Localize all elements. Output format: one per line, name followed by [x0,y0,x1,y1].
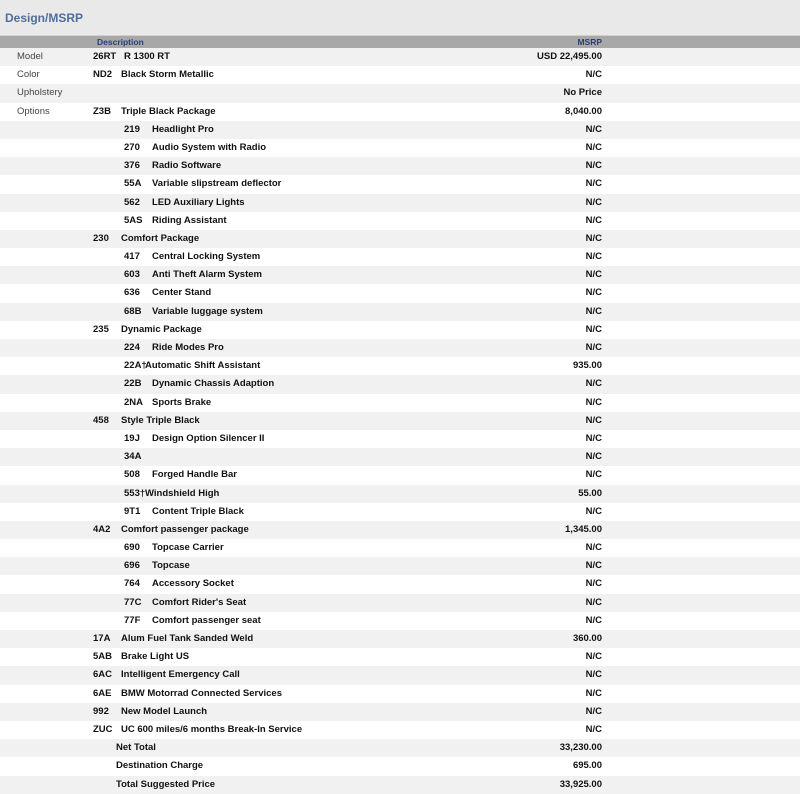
table-row [0,721,800,739]
option-description: Windshield High [145,487,220,499]
option-code: 2NA [124,396,144,408]
option-description: Net Total [116,742,156,754]
price-value: 360.00 [572,633,602,644]
price-value: 33,230.00 [559,742,602,754]
table-row [0,212,800,230]
option-description: Riding Assistant [152,214,227,226]
table-row [0,648,800,666]
price-value: N/C [585,705,602,717]
option-code: ZUC [93,723,113,735]
price-value: N/C [585,669,602,681]
table-row [0,66,800,84]
description-column-header: Description [97,37,144,47]
option-description: Topcase Carrier [152,542,224,554]
option-description: Sports Brake [152,396,212,408]
price-value: N/C [585,596,602,608]
option-code: 553† [124,487,146,499]
option-code: 696 [124,560,140,572]
msrp-table [0,48,800,794]
option-description: New Model Launch [121,705,208,717]
option-code: 22B [124,378,142,390]
price-value: 695.00 [572,760,602,772]
table-row [0,594,800,612]
option-description: Dynamic Chassis Adaption [152,378,275,390]
option-description: LED Auxiliary Lights [152,196,245,208]
option-description: Automatic Shift Assistant [145,360,261,372]
option-description: Triple Black Package [121,105,216,117]
option-description: Intelligent Emergency Call [121,669,240,681]
option-code: 6AC [93,669,113,681]
table-row [0,630,800,648]
table-row [0,612,800,630]
option-code: 764 [124,578,140,590]
option-description: R 1300 RT [124,51,170,62]
table-row [0,266,800,284]
option-description: Total Suggested Price [116,778,216,790]
price-value: N/C [585,432,602,444]
price-value: 33,925.00 [559,778,602,790]
price-value: N/C [585,323,602,335]
option-code: 417 [124,251,140,263]
table-row [0,357,800,375]
price-value: 935.00 [572,360,602,372]
option-description: Comfort passenger package [121,523,249,535]
option-description: Variable slipstream deflector [152,178,282,190]
option-code: 270 [124,141,140,153]
option-code: 4A2 [93,523,111,535]
option-description: Forged Handle Bar [152,469,237,481]
table-row [0,303,800,321]
price-value: N/C [585,178,602,190]
table-row [0,103,800,121]
price-value: N/C [585,505,602,517]
table-row [0,757,800,775]
price-value: N/C [585,141,602,153]
option-description: Black Storm Metallic [121,69,214,81]
option-code: Z3B [93,105,111,117]
table-header [0,36,800,48]
table-row [0,321,800,339]
row-label: Upholstery [17,87,63,99]
option-code: 5AB [93,651,113,663]
price-value: 1,345.00 [565,523,602,535]
option-description: Alum Fuel Tank Sanded Weld [121,633,254,644]
option-description: Comfort Rider's Seat [152,596,247,608]
price-value: N/C [585,232,602,244]
option-code: 6AE [93,687,112,699]
option-code: 458 [93,414,109,426]
price-value: USD 22,495.00 [537,51,602,62]
table-row [0,230,800,248]
option-code: 9T1 [124,505,141,517]
table-row [0,666,800,684]
price-value: N/C [585,305,602,317]
price-value: N/C [585,69,602,81]
table-row [0,430,800,448]
table-row [0,503,800,521]
option-code: 224 [124,342,140,353]
table-row [0,685,800,703]
price-value: N/C [585,469,602,481]
table-row [0,48,800,66]
option-description: Destination Charge [116,760,204,772]
price-value: N/C [585,251,602,263]
price-value: N/C [585,342,602,353]
table-row [0,339,800,357]
table-row [0,175,800,193]
option-description: UC 600 miles/6 months Break-In Service [121,723,303,735]
option-description: Topcase [152,560,190,572]
option-code: 55A [124,178,142,190]
row-label: Options [17,105,50,117]
option-description: Headlight Pro [152,123,214,135]
option-description: Central Locking System [152,251,261,263]
option-description: Dynamic Package [121,323,202,335]
table-row [0,394,800,412]
row-label: Model [17,51,43,62]
price-value: N/C [585,723,602,735]
table-row [0,521,800,539]
option-code: 562 [124,196,140,208]
table-row [0,284,800,302]
table-row [0,412,800,430]
table-row [0,157,800,175]
price-value: N/C [585,214,602,226]
option-description: Center Stand [152,287,212,299]
price-value: N/C [585,378,602,390]
table-row [0,375,800,393]
option-code: ND2 [93,69,113,81]
table-row [0,248,800,266]
page-title: Design/MSRP [5,10,84,25]
price-value: N/C [585,651,602,663]
price-value: N/C [585,542,602,554]
option-description: Style Triple Black [121,414,200,426]
table-row [0,539,800,557]
option-code: 603 [124,269,140,281]
option-code: 508 [124,469,140,481]
price-value: N/C [585,160,602,172]
row-label: Color [17,69,40,81]
option-description: Comfort passenger seat [152,614,261,626]
price-value: N/C [585,451,602,463]
option-code: 5AS [124,214,143,226]
price-value: N/C [585,414,602,426]
price-value: N/C [585,560,602,572]
table-row [0,194,800,212]
option-code: 22A† [124,360,147,372]
table-row [0,557,800,575]
option-code: 17A [93,633,111,644]
price-value: N/C [585,123,602,135]
option-code: 235 [93,323,109,335]
msrp-column-header: MSRP [577,37,602,47]
option-code: 26RT [93,51,117,62]
option-description: Content Triple Black [152,505,244,517]
option-code: 77C [124,596,142,608]
price-value: No Price [563,87,602,99]
price-value: N/C [585,687,602,699]
table-row [0,575,800,593]
price-value: N/C [585,614,602,626]
table-row [0,485,800,503]
option-description: Design Option Silencer II [152,432,265,444]
price-value: N/C [585,196,602,208]
option-code: 690 [124,542,140,554]
option-description: Audio System with Radio [152,141,267,153]
price-value: 55.00 [578,487,602,499]
option-code: 376 [124,160,140,172]
option-code: 219 [124,123,140,135]
option-description: Ride Modes Pro [152,342,224,353]
table-row [0,139,800,157]
title-bar [0,0,800,36]
price-value: N/C [585,396,602,408]
option-code: 68B [124,305,142,317]
option-description: Radio Software [152,160,222,172]
table-row [0,703,800,721]
option-description: BMW Motorrad Connected Services [121,687,282,699]
table-row [0,448,800,466]
table-row [0,739,800,757]
price-value: N/C [585,287,602,299]
option-description: Variable luggage system [152,305,263,317]
table-row [0,776,800,794]
price-value: N/C [585,269,602,281]
price-value: N/C [585,578,602,590]
price-value: 8,040.00 [565,105,602,117]
option-description: Comfort Package [121,232,200,244]
option-code: 34A [124,451,142,463]
option-code: 19J [124,432,140,444]
option-description: Brake Light US [121,651,190,663]
option-code: 636 [124,287,140,299]
option-code: 230 [93,232,109,244]
option-code: 992 [93,705,109,717]
option-description: Accessory Socket [152,578,234,590]
option-code: 77F [124,614,141,626]
table-row [0,466,800,484]
table-row [0,121,800,139]
table-row [0,84,800,102]
option-description: Anti Theft Alarm System [152,269,262,281]
